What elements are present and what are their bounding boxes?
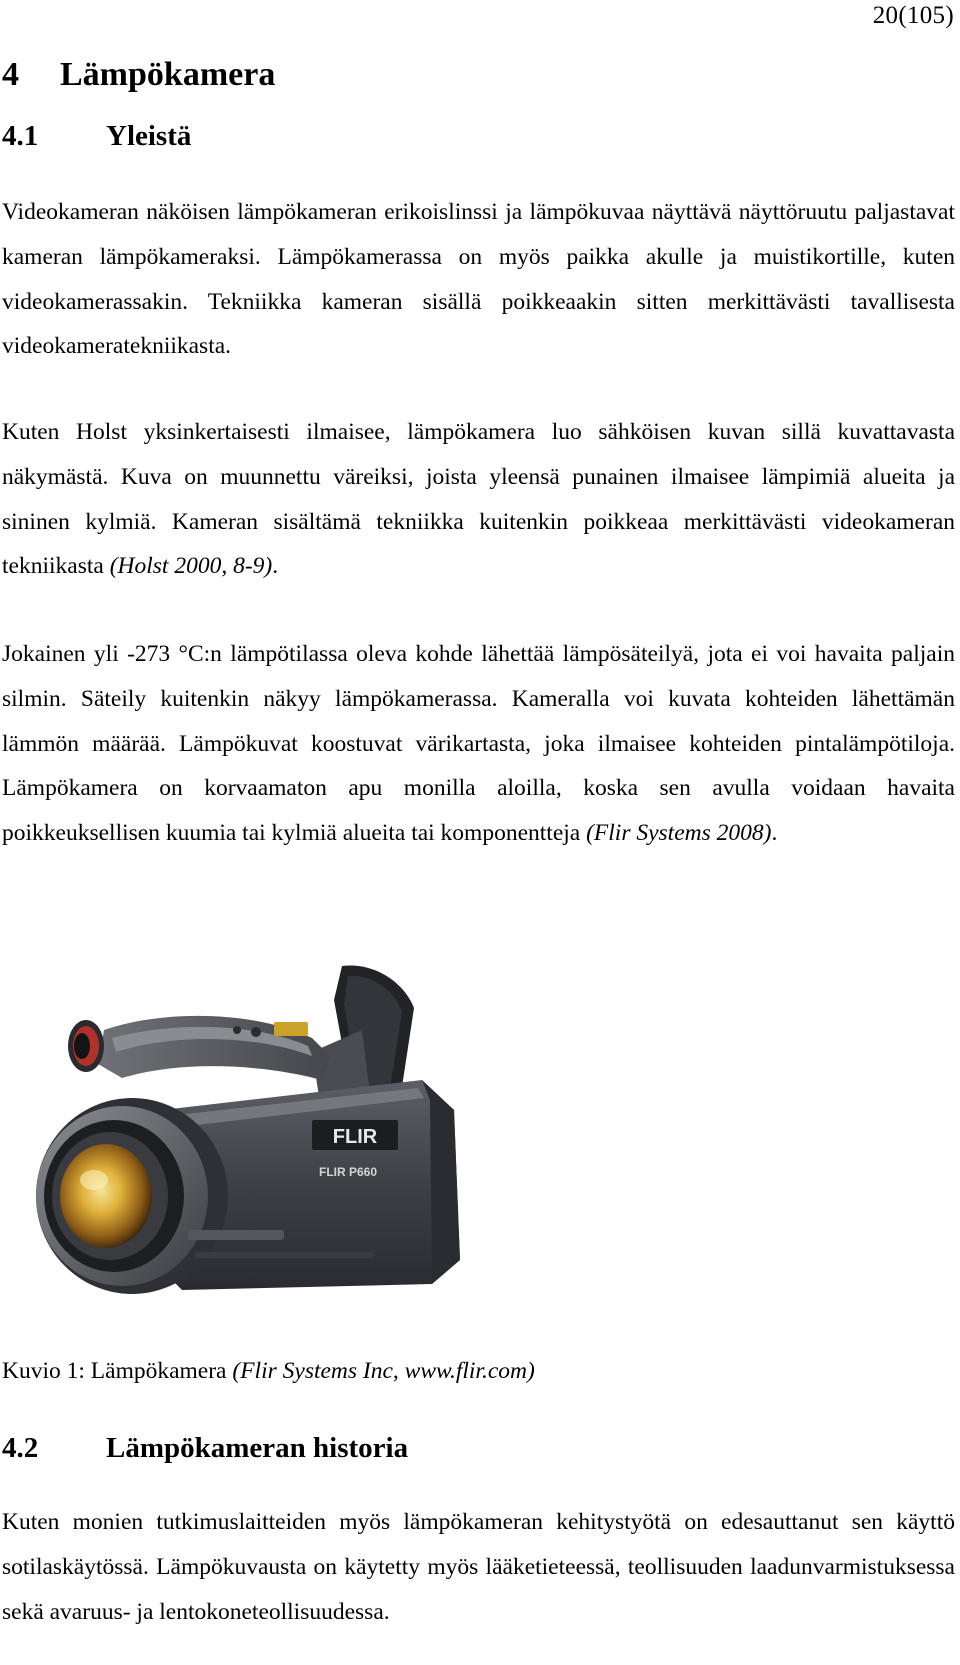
section-number: 4.1 (2, 120, 39, 152)
chapter-title: Lämpökamera (60, 56, 276, 93)
model-label: FLIR P660 (318, 1165, 378, 1179)
section-number: 4.2 (2, 1432, 39, 1464)
paragraph-end: . (771, 820, 778, 847)
thermal-camera-photo (12, 960, 512, 1330)
paragraph-text: Jokainen yli -273 °C:n lämpötilassa oleva kohde lähettää lämpösäteilyä, jota ei voi havaita paljain silmin. Säteily kuitenkin näkyy lämpökamerassa. Kameralla voi kuvata kohteiden lähettämän lämmön määrää. Lämpökuvat koostuvat värikartasta, joka ilmaisee kohteiden pintalämpötiloja. Lämpökamera on korvaamaton apu monilla aloilla, koska sen avulla voidaan havaita poikkeuksellisen kuumia tai kylmiä alueita tai komponentteja (2, 641, 955, 847)
section-title: Yleistä (106, 120, 192, 152)
caption-text: Kuvio 1: Lämpökamera (2, 1358, 233, 1384)
section-heading-yleista (2, 120, 191, 153)
paragraph-history: Kuten monien tutkimuslaitteiden myös lämpökameran kehitystyötä on edesauttanut sen käyttö sotilaskäytössä. Lämpökuvausta on käytetty myös lääketieteessä, teollisuuden laadunvarmistuksessa sekä avaruus- ja lentokoneteollisuudessa. (2, 1509, 955, 1625)
paragraph-holst (2, 410, 955, 589)
chapter-number: 4 (2, 56, 19, 93)
chapter-heading (2, 56, 275, 94)
caption-source: (Flir Systems Inc, www.flir.com) (232, 1358, 535, 1384)
section-heading-historia (2, 1432, 408, 1465)
page-number: 20(105) (872, 2, 954, 29)
citation-flir: (Flir Systems 2008) (586, 820, 772, 847)
figure-caption (2, 1358, 535, 1385)
brand-label: FLIR (332, 1126, 378, 1148)
paragraph-radiation (2, 632, 955, 856)
citation-holst: (Holst 2000, 8-9) (109, 553, 273, 580)
section-title: Lämpökameran historia (106, 1432, 409, 1464)
paragraph-end: . (272, 553, 279, 580)
paragraph-intro: Videokameran näköisen lämpökameran erikoislinssi ja lämpökuvaa näyttävä näyttöruutu paljastavat kameran lämpökameraksi. Lämpökamerassa on myös paikka akulle ja muistikortille, kuten videokamerassakin. Tekniikka kameran sisällä poikkeaakin sitten merkittävästi tavallisesta videokameratekniikasta. (2, 199, 955, 360)
paragraph-text: Kuten Holst yksinkertaisesti ilmaisee, lämpökamera luo sähköisen kuvan sillä kuvattavasta näkymästä. Kuva on muunnettu väreiksi, joista yleensä punainen ilmaisee lämpimiä alueita ja sininen kylmiä. Kameran sisältämä tekniikka kuitenkin poikkeaa merkittävästi videokameran tekniikasta (2, 419, 955, 580)
